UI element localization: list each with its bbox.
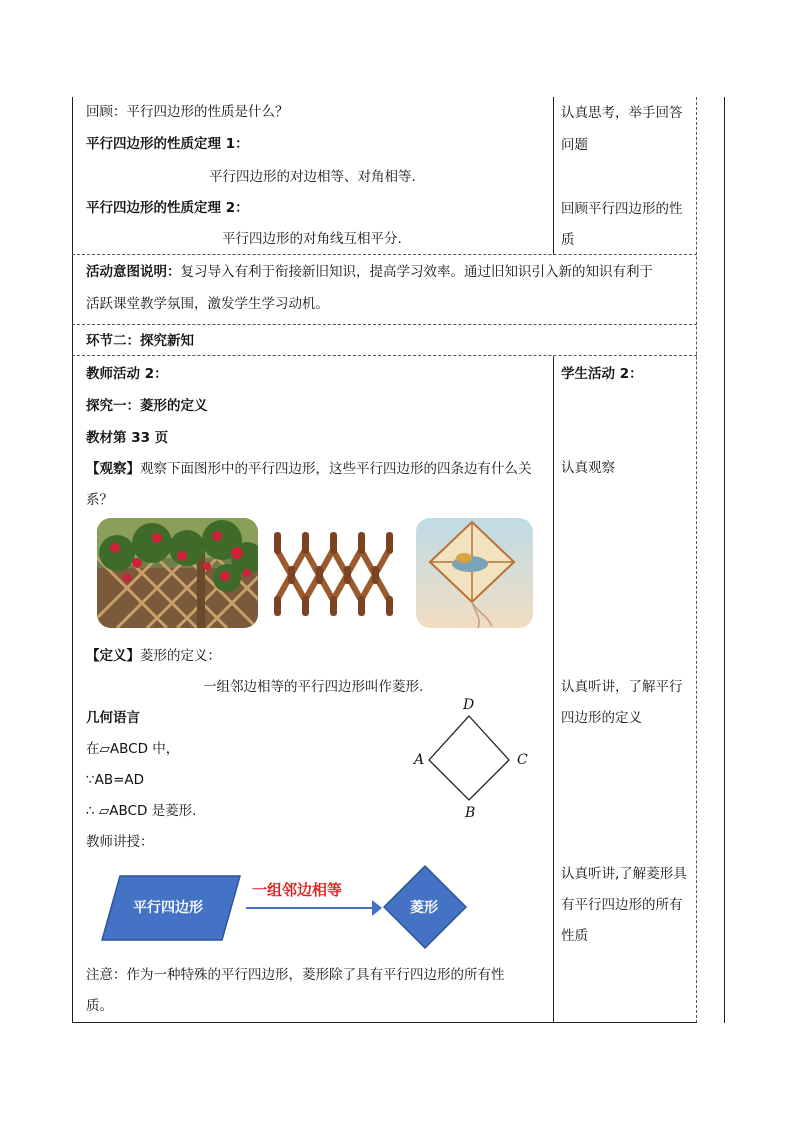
explore-title: 探究一：菱形的定义 (86, 398, 208, 414)
review-question: 回顾：平行四边形的性质是什么？ (86, 104, 289, 120)
vertex-label-d: D (463, 697, 475, 713)
vertex-label-a: A (414, 752, 425, 768)
table-inner-right (724, 97, 725, 1023)
kite-image (416, 518, 533, 628)
diagram-rhombus-label: 菱形 (410, 900, 438, 916)
rose-trellis-image (97, 518, 258, 628)
table-right-border (696, 97, 697, 1023)
section-title: 环节二：探究新知 (86, 333, 194, 349)
textbook-page: 教材第 33 页 (86, 430, 169, 446)
rhombus-figure (424, 712, 514, 804)
wooden-rack-photo (265, 520, 403, 620)
theorem1-text: 平行四边形的对边相等、对角相等. (209, 169, 416, 185)
vertex-label-b: B (465, 805, 476, 821)
student-review-line: 回顾平行四边形的性 (561, 201, 683, 217)
observe-text: 观察下面图形中的平行四边形，这些平行四边形的四条边有什么关 (140, 461, 532, 477)
student-review-line: 问题 (561, 137, 588, 153)
note-text: 作为一种特殊的平行四边形，菱形除了具有平行四边形的所有性 (126, 967, 505, 983)
note-line2: 质。 (86, 998, 113, 1014)
intent-line2: 活跃课堂教学氛围，激发学生学习动机。 (86, 296, 329, 312)
geo-line3: ∴ ▱ABCD 是菱形. (86, 803, 197, 819)
table-bottom-border (72, 1022, 697, 1023)
student-review-line: 认真思考，举手回答 (561, 105, 683, 121)
student-listen2-line: 有平行四边形的所有 (561, 897, 683, 913)
row-divider (72, 355, 697, 356)
vertex-label-c: C (517, 752, 528, 768)
lecture-label: 教师讲授： (86, 834, 154, 850)
define-title: 菱形的定义： (140, 648, 221, 664)
student-listen1-line: 四边形的定义 (561, 710, 642, 726)
observe-line1 (86, 459, 532, 479)
row-divider (72, 324, 697, 325)
note-label: 注意： (86, 967, 127, 983)
student-observe: 认真观察 (561, 460, 615, 476)
table-left-border (72, 97, 73, 1023)
geo-line1: 在▱ABCD 中， (86, 741, 180, 757)
note-line1 (86, 965, 505, 985)
theorem2-title: 平行四边形的性质定理 2： (86, 200, 249, 216)
observe-tag: 【观察】 (86, 461, 140, 477)
definition-line (86, 646, 221, 666)
rose-trellis-photo (97, 518, 258, 628)
student-listen2-line: 性质 (561, 928, 588, 944)
geo-line2: ∵AB=AD (86, 772, 145, 788)
teacher-heading: 教师活动 2： (86, 366, 168, 382)
wooden-rack-image (265, 520, 403, 620)
theorem1-title: 平行四边形的性质定理 1： (86, 136, 249, 152)
table-column-divider (553, 97, 554, 255)
intent-text: 复习导入有利于衔接新旧知识，提高学习效率。通过旧知识引入新的知识有利于 (180, 264, 653, 280)
row-divider (72, 254, 697, 255)
diagram-parallelogram-label: 平行四边形 (133, 900, 203, 916)
student-heading: 学生活动 2： (561, 366, 643, 382)
arrow-head (372, 900, 382, 916)
student-review-line: 质 (561, 232, 575, 248)
kite-photo (416, 518, 533, 628)
observe-line2: 系？ (86, 492, 113, 508)
diagram-arrow-label: 一组邻边相等 (252, 881, 343, 899)
intent-line1 (86, 262, 653, 282)
intent-label: 活动意图说明： (86, 264, 181, 280)
geo-language-label: 几何语言 (86, 710, 140, 726)
define-tag: 【定义】 (86, 648, 140, 664)
student-listen2-line: 认真听讲,了解菱形具 (561, 866, 687, 882)
table-column-divider (553, 356, 554, 1023)
student-listen1-line: 认真听讲，了解平行 (561, 679, 683, 695)
theorem2-text: 平行四边形的对角线互相平分. (222, 231, 402, 247)
define-text: 一组邻边相等的平行四边形叫作菱形. (203, 679, 424, 695)
